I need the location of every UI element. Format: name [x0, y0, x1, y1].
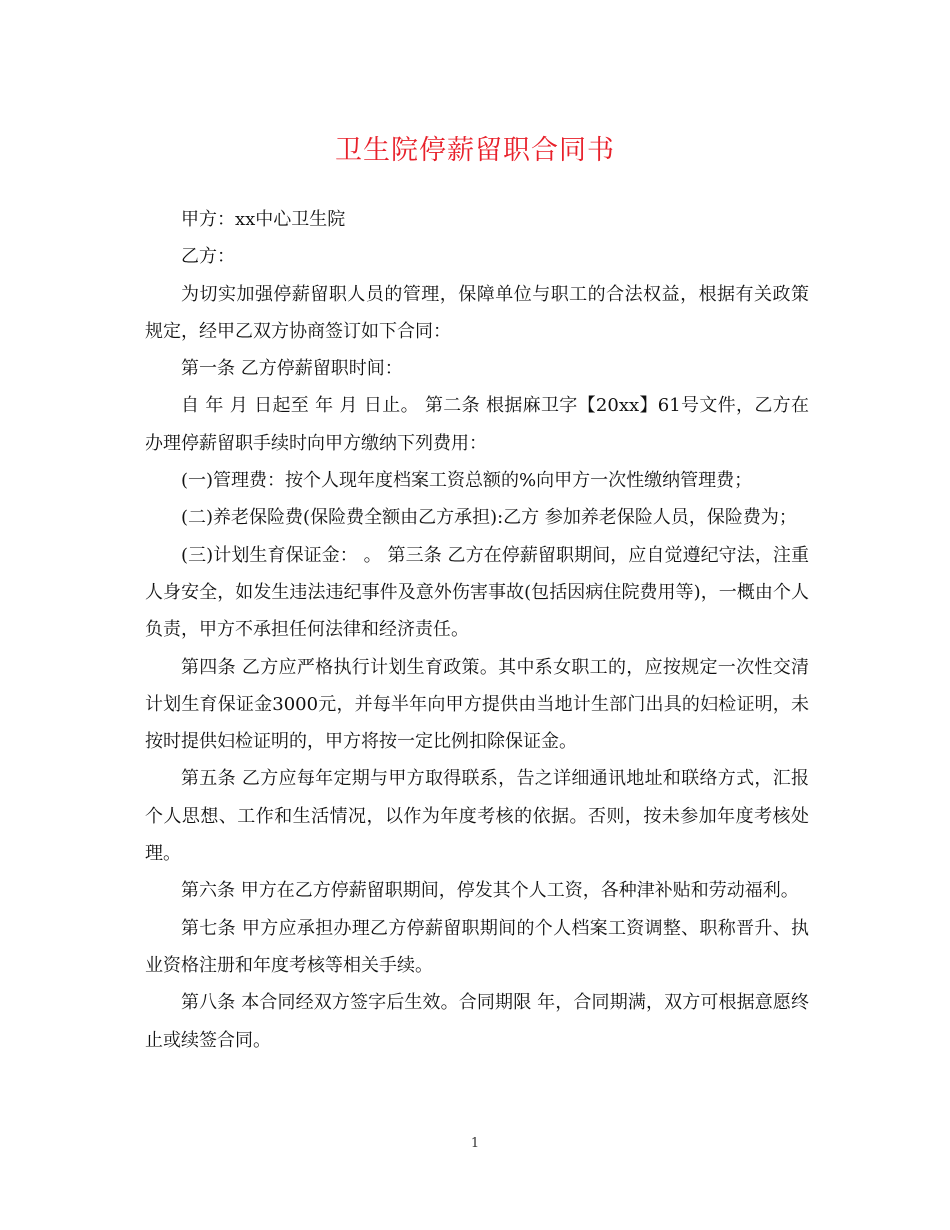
article-6-paragraph: 第六条 甲方在乙方停薪留职期间，停发其个人工资，各种津补贴和劳动福利。	[181, 880, 799, 902]
fee-item-2: (二)养老保险费(保险费全额由乙方承担):乙方 参加养老保险人员，保险费为；	[181, 507, 797, 529]
article-4-paragraph: 第四条 乙方应严格执行计划生育政策。其中系女职工的，应按规定一次性交清计划生育保证金3000元，并每半年向甲方提供由当地计生部门出具的妇检证明，未按时提供妇检证明的，甲方将按一定比例扣除保证金。	[145, 656, 809, 753]
preamble-paragraph: 为切实加强停薪留职人员的管理，保障单位与职工的合法权益，根据有关政策规定，经甲乙双方协商签订如下合同：	[145, 283, 809, 342]
article-1-2-paragraph: 自 年 月 日起至 年 月 日止。 第二条 根据麻卫字【20xx】61号文件，乙方在办理停薪留职手续时向甲方缴纳下列费用：	[145, 395, 809, 454]
article-8-paragraph: 第八条 本合同经双方签字后生效。合同期限 年，合同期满，双方可根据意愿终止或续签合同。	[145, 992, 809, 1051]
article-1-heading: 第一条 乙方停薪留职时间：	[181, 358, 403, 380]
fee-item-3-article-3: (三)计划生育保证金： 。 第三条 乙方在停薪留职期间，应自觉遵纪守法，注重人身安全，如发生违法违纪事件及意外伤害事故(包括因病住院费用等)，一概由个人负责，甲方不承担任何法律和经济责任。	[145, 544, 809, 641]
article-5-paragraph: 第五条 乙方应每年定期与甲方取得联系，告之详细通讯地址和联络方式，汇报个人思想、工作和生活情况，以作为年度考核的依据。否则，按未参加年度考核处理。	[145, 768, 809, 865]
page-number: 1	[470, 1136, 480, 1151]
article-7-paragraph: 第七条 甲方应承担办理乙方停薪留职期间的个人档案工资调整、职称晋升、执业资格注册和年度考核等相关手续。	[145, 917, 809, 976]
document-title: 卫生院停薪留职合同书	[335, 135, 615, 166]
document-body	[145, 201, 809, 1059]
party-a-line: 甲方：xx中心卫生院	[181, 209, 346, 230]
party-b-line: 乙方：	[181, 246, 235, 268]
fee-item-1: (一)管理费：按个人现年度档案工资总额的%向甲方一次性缴纳管理费；	[181, 470, 753, 492]
